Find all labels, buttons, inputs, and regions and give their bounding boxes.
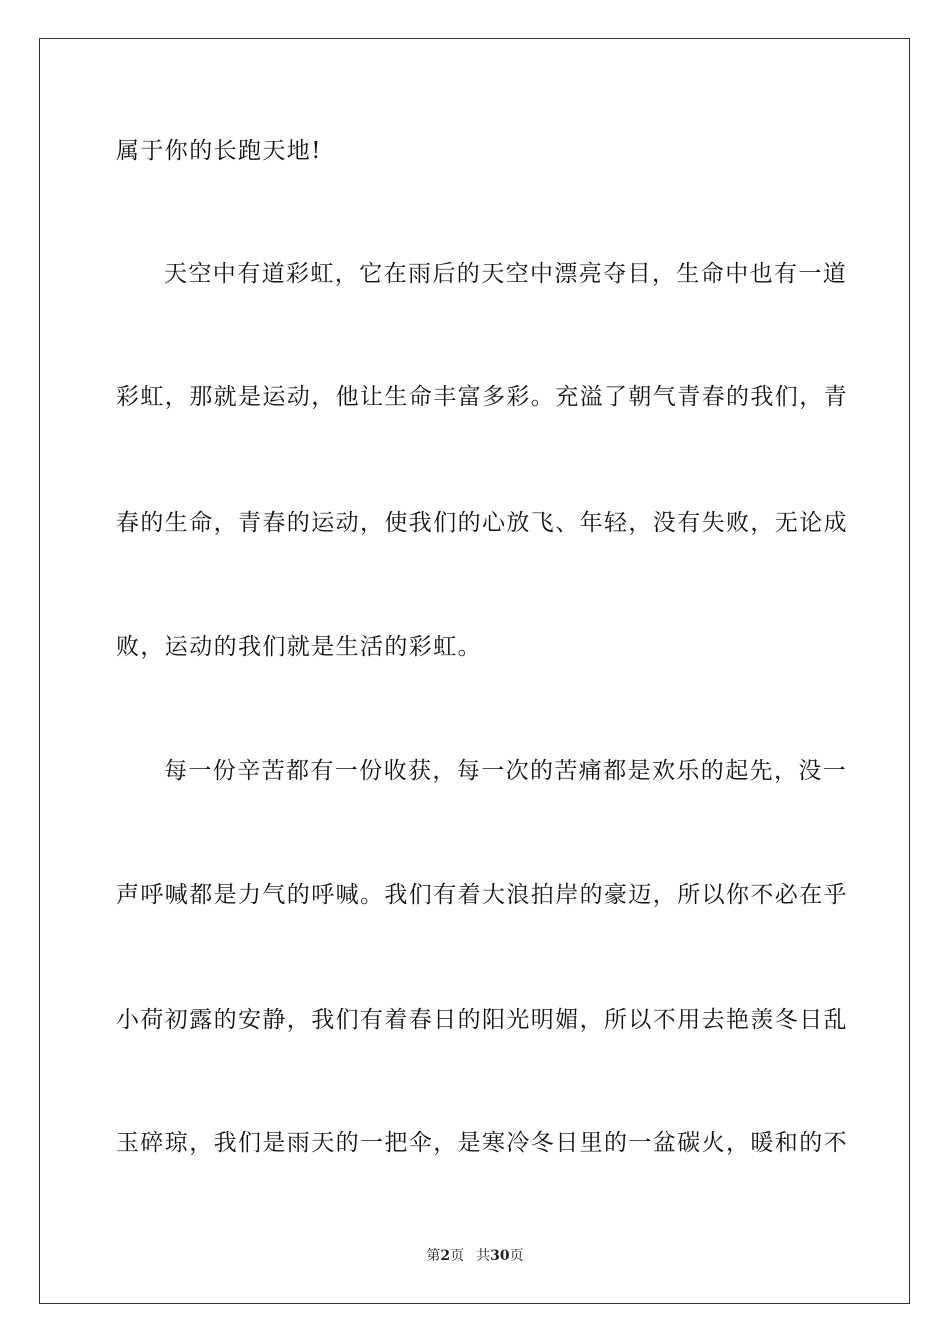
page-number: 2	[440, 1248, 451, 1264]
page-suffix: 页	[450, 1248, 465, 1264]
total-pages: 30	[490, 1248, 510, 1264]
page-footer	[0, 1247, 950, 1265]
total-suffix: 页	[509, 1248, 524, 1264]
total-prefix: 共	[476, 1248, 491, 1264]
text-line-9: 玉碎琼，我们是雨天的一把伞，是寒冷冬日里的一盆碳火，暖和的不	[116, 1130, 848, 1156]
text-line-6: 每一份辛苦都有一份收获，每一次的苦痛都是欢乐的起先，没一	[164, 758, 848, 784]
page-border	[39, 38, 910, 1304]
text-line-3: 彩虹，那就是运动，他让生命丰富多彩。充溢了朝气青春的我们，青	[116, 384, 848, 410]
text-line-4: 春的生命，青春的运动，使我们的心放飞、年轻，没有失败，无论成	[116, 510, 848, 536]
text-line-7: 声呼喊都是力气的呼喊。我们有着大浪拍岸的豪迈，所以你不必在乎	[116, 882, 848, 908]
text-line-1: 属于你的长跑天地!	[116, 138, 322, 164]
text-line-8: 小荷初露的安静，我们有着春日的阳光明媚，所以不用去艳羡冬日乱	[116, 1007, 848, 1033]
text-line-2: 天空中有道彩虹，它在雨后的天空中漂亮夺目，生命中也有一道	[164, 261, 848, 287]
page-prefix: 第	[426, 1248, 441, 1264]
text-line-5: 败，运动的我们就是生活的彩虹。	[116, 634, 482, 660]
